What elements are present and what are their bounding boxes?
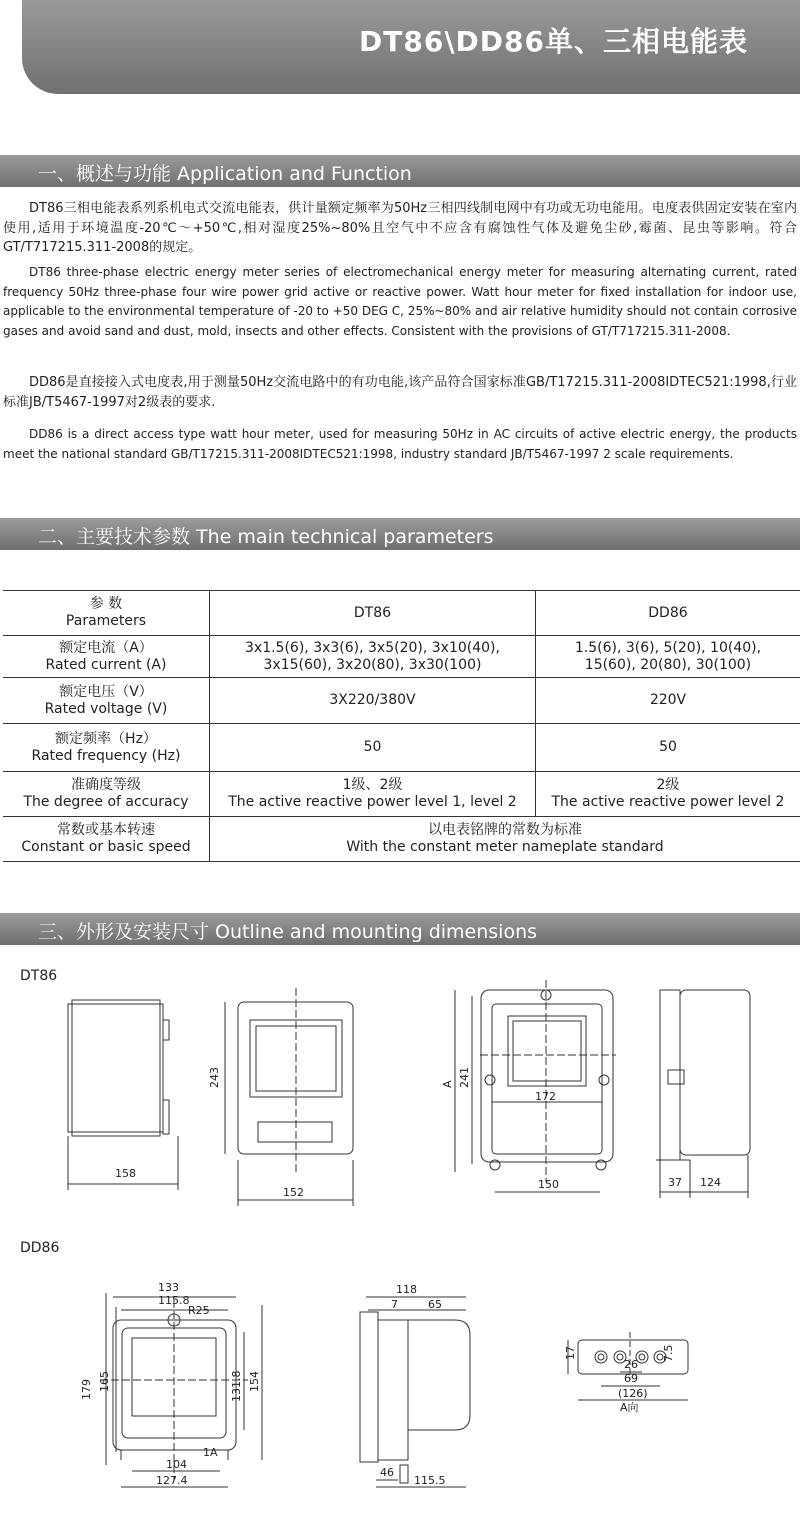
cell-line: The active reactive power level 1, level 2 <box>228 794 517 810</box>
table-cell <box>210 772 536 817</box>
dt86-side-view <box>68 1000 178 1190</box>
table-cell <box>3 772 210 817</box>
dt86-back-view <box>455 980 616 1192</box>
dim-label: A <box>441 1080 454 1088</box>
row-label-cn: 额定频率（Hz） <box>55 730 157 747</box>
table-cell <box>535 636 800 678</box>
dim-label: R25 <box>188 1304 210 1317</box>
dim-label: 154 <box>248 1371 261 1392</box>
table-row <box>3 817 800 862</box>
row-label-en: Rated voltage (V) <box>44 700 168 717</box>
table-row <box>3 772 800 817</box>
dim-label: 7 <box>391 1298 398 1311</box>
parameters-table <box>3 590 800 862</box>
dim-label: 46 <box>380 1466 394 1479</box>
section-heading-params <box>0 518 800 550</box>
table-cell: 3X220/380V <box>210 678 536 724</box>
dd86-side-view <box>360 1297 470 1487</box>
overview-dt86-cn: DT86三相电能表系列系机电式交流电能表，供计量额定频率为50Hz三相四线制电网中有功或无功电能用。电度表供固定安装在室内使用,适用于环境温度-20℃～+50℃,相对湿度25%~80%且空气中不应含有腐蚀性气体及避免尘砂,霉菌、昆虫等影响。符合GT/T717215.311-2008的规定。 <box>3 201 797 255</box>
dim-label: 158 <box>115 1167 136 1180</box>
table-header-row <box>3 591 800 636</box>
row-label-en: Rated current (A) <box>45 656 167 673</box>
dim-label: 65 <box>428 1298 442 1311</box>
dim-label: (126) <box>618 1387 648 1400</box>
table-cell <box>3 636 210 678</box>
header-param-en: Parameters <box>65 613 147 629</box>
top-banner <box>22 0 800 94</box>
section-heading-text: 三、外形及安装尺寸 Outline and mounting dimensions <box>38 921 538 943</box>
dim-label: 124 <box>700 1176 721 1189</box>
table-header-cell <box>3 591 210 636</box>
dim-label: 241 <box>458 1067 471 1088</box>
page-title: DT86\DD86单、三相电能表 <box>359 25 748 58</box>
cell-line: 1级、2级 <box>342 777 403 793</box>
dimension-drawings <box>0 960 800 1535</box>
table-cell <box>535 772 800 817</box>
dim-label: 118 <box>396 1283 417 1296</box>
row-label-cn: 额定电流（A） <box>59 639 153 656</box>
dim-label: 69 <box>624 1372 638 1385</box>
section-heading-text: 二、主要技术参数 The main technical parameters <box>38 526 494 548</box>
dim-label: 131.8 <box>230 1370 243 1402</box>
table-cell: 220V <box>535 678 800 724</box>
table-row <box>3 678 800 724</box>
table-cell <box>210 636 536 678</box>
header-param-cn: 参 数 <box>89 596 123 612</box>
dd86-figure-label: DD86 <box>20 1240 60 1256</box>
cell-line: With the constant meter nameplate standard <box>346 839 664 855</box>
table-row <box>3 724 800 772</box>
dim-label: 26 <box>624 1358 638 1371</box>
table-header-cell: DT86 <box>210 591 536 636</box>
table-cell <box>210 817 800 862</box>
cell-line: 15(60), 20(80), 30(100) <box>584 656 752 673</box>
row-label-cn: 常数或基本转速 <box>57 822 155 838</box>
table-cell <box>3 678 210 724</box>
table-cell: 50 <box>535 724 800 772</box>
table-row <box>3 636 800 678</box>
cell-line: 3x15(60), 3x20(80), 3x30(100) <box>263 656 482 673</box>
section-heading-dimensions <box>0 913 800 945</box>
dim-label: 133 <box>158 1281 179 1294</box>
dim-label: 17 <box>564 1346 577 1360</box>
dim-label: 165 <box>98 1371 111 1392</box>
cell-line: 1.5(6), 3(6), 5(20), 10(40), <box>574 639 762 656</box>
row-label-en: Rated frequency (Hz) <box>31 747 181 764</box>
overview-dd86-cn: DD86是直接接入式电度表,用于测量50Hz交流电路中的有功电能,该产品符合国家标准GB/T17215.311-2008IDTEC521:1998,行业标准JB/T5467-1997对2级表的要求. <box>3 375 797 410</box>
dim-label: 115.5 <box>414 1474 446 1487</box>
dim-label: 1A <box>203 1446 218 1459</box>
table-cell <box>3 817 210 862</box>
dim-label: 115.8 <box>158 1294 190 1307</box>
dt86-figure-label: DT86 <box>20 968 58 984</box>
dim-label: 172 <box>535 1090 556 1103</box>
row-label-cn: 额定电压（V） <box>59 683 153 700</box>
section-heading-overview <box>0 155 800 187</box>
cell-line: 3x1.5(6), 3x3(6), 3x5(20), 3x10(40), <box>245 639 500 656</box>
section-heading-text: 一、概述与功能 Application and Function <box>38 163 412 185</box>
dim-label: 7.5 <box>662 1344 675 1362</box>
dim-label: 150 <box>538 1178 559 1191</box>
dim-label: 152 <box>283 1186 304 1199</box>
dim-label: 243 <box>208 1067 221 1088</box>
dim-label: A向 <box>620 1401 639 1414</box>
overview-dd86-en: DD86 is a direct access type watt hour meter, used for measuring 50Hz in AC circuits of active electric energy, the products meet the national standard GB/T17215.311-2008IDTEC521:1998, industry standard JB/T5467-1997 2 scale requirements. <box>3 427 797 461</box>
row-label-en: Constant or basic speed <box>21 839 191 855</box>
cell-line: 以电表铭牌的常数为标准 <box>428 822 582 838</box>
dim-label: 37 <box>668 1176 682 1189</box>
cell-line: The active reactive power level 2 <box>551 794 785 810</box>
row-label-cn: 准确度等级 <box>71 777 141 793</box>
row-label-en: The degree of accuracy <box>23 794 189 810</box>
overview-dt86-en: DT86 three-phase electric energy meter series of electromechanical energy meter for measuring alternating current, rated frequency 50Hz three-phase four wire power grid active or reactive power. Watt hour meter for fixed installation for indoor use, applicable to the environmental temperature of -20 to +50 DEG C, 25%~80% and air relative humidity should not contain corrosive gases and avoid sand and dust, mold, insects and other effects. Consistent with the provisions of GT/T717215.311-2008. <box>3 265 797 338</box>
table-cell: 50 <box>210 724 536 772</box>
dim-label: 179 <box>80 1379 93 1400</box>
dt86-right-side-view <box>656 990 750 1198</box>
table-cell <box>3 724 210 772</box>
table-header-cell: DD86 <box>535 591 800 636</box>
dim-label: 104 <box>166 1458 187 1471</box>
cell-line: 2级 <box>656 777 680 793</box>
dim-label: 127.4 <box>156 1474 188 1487</box>
dt86-front-view <box>225 988 353 1206</box>
